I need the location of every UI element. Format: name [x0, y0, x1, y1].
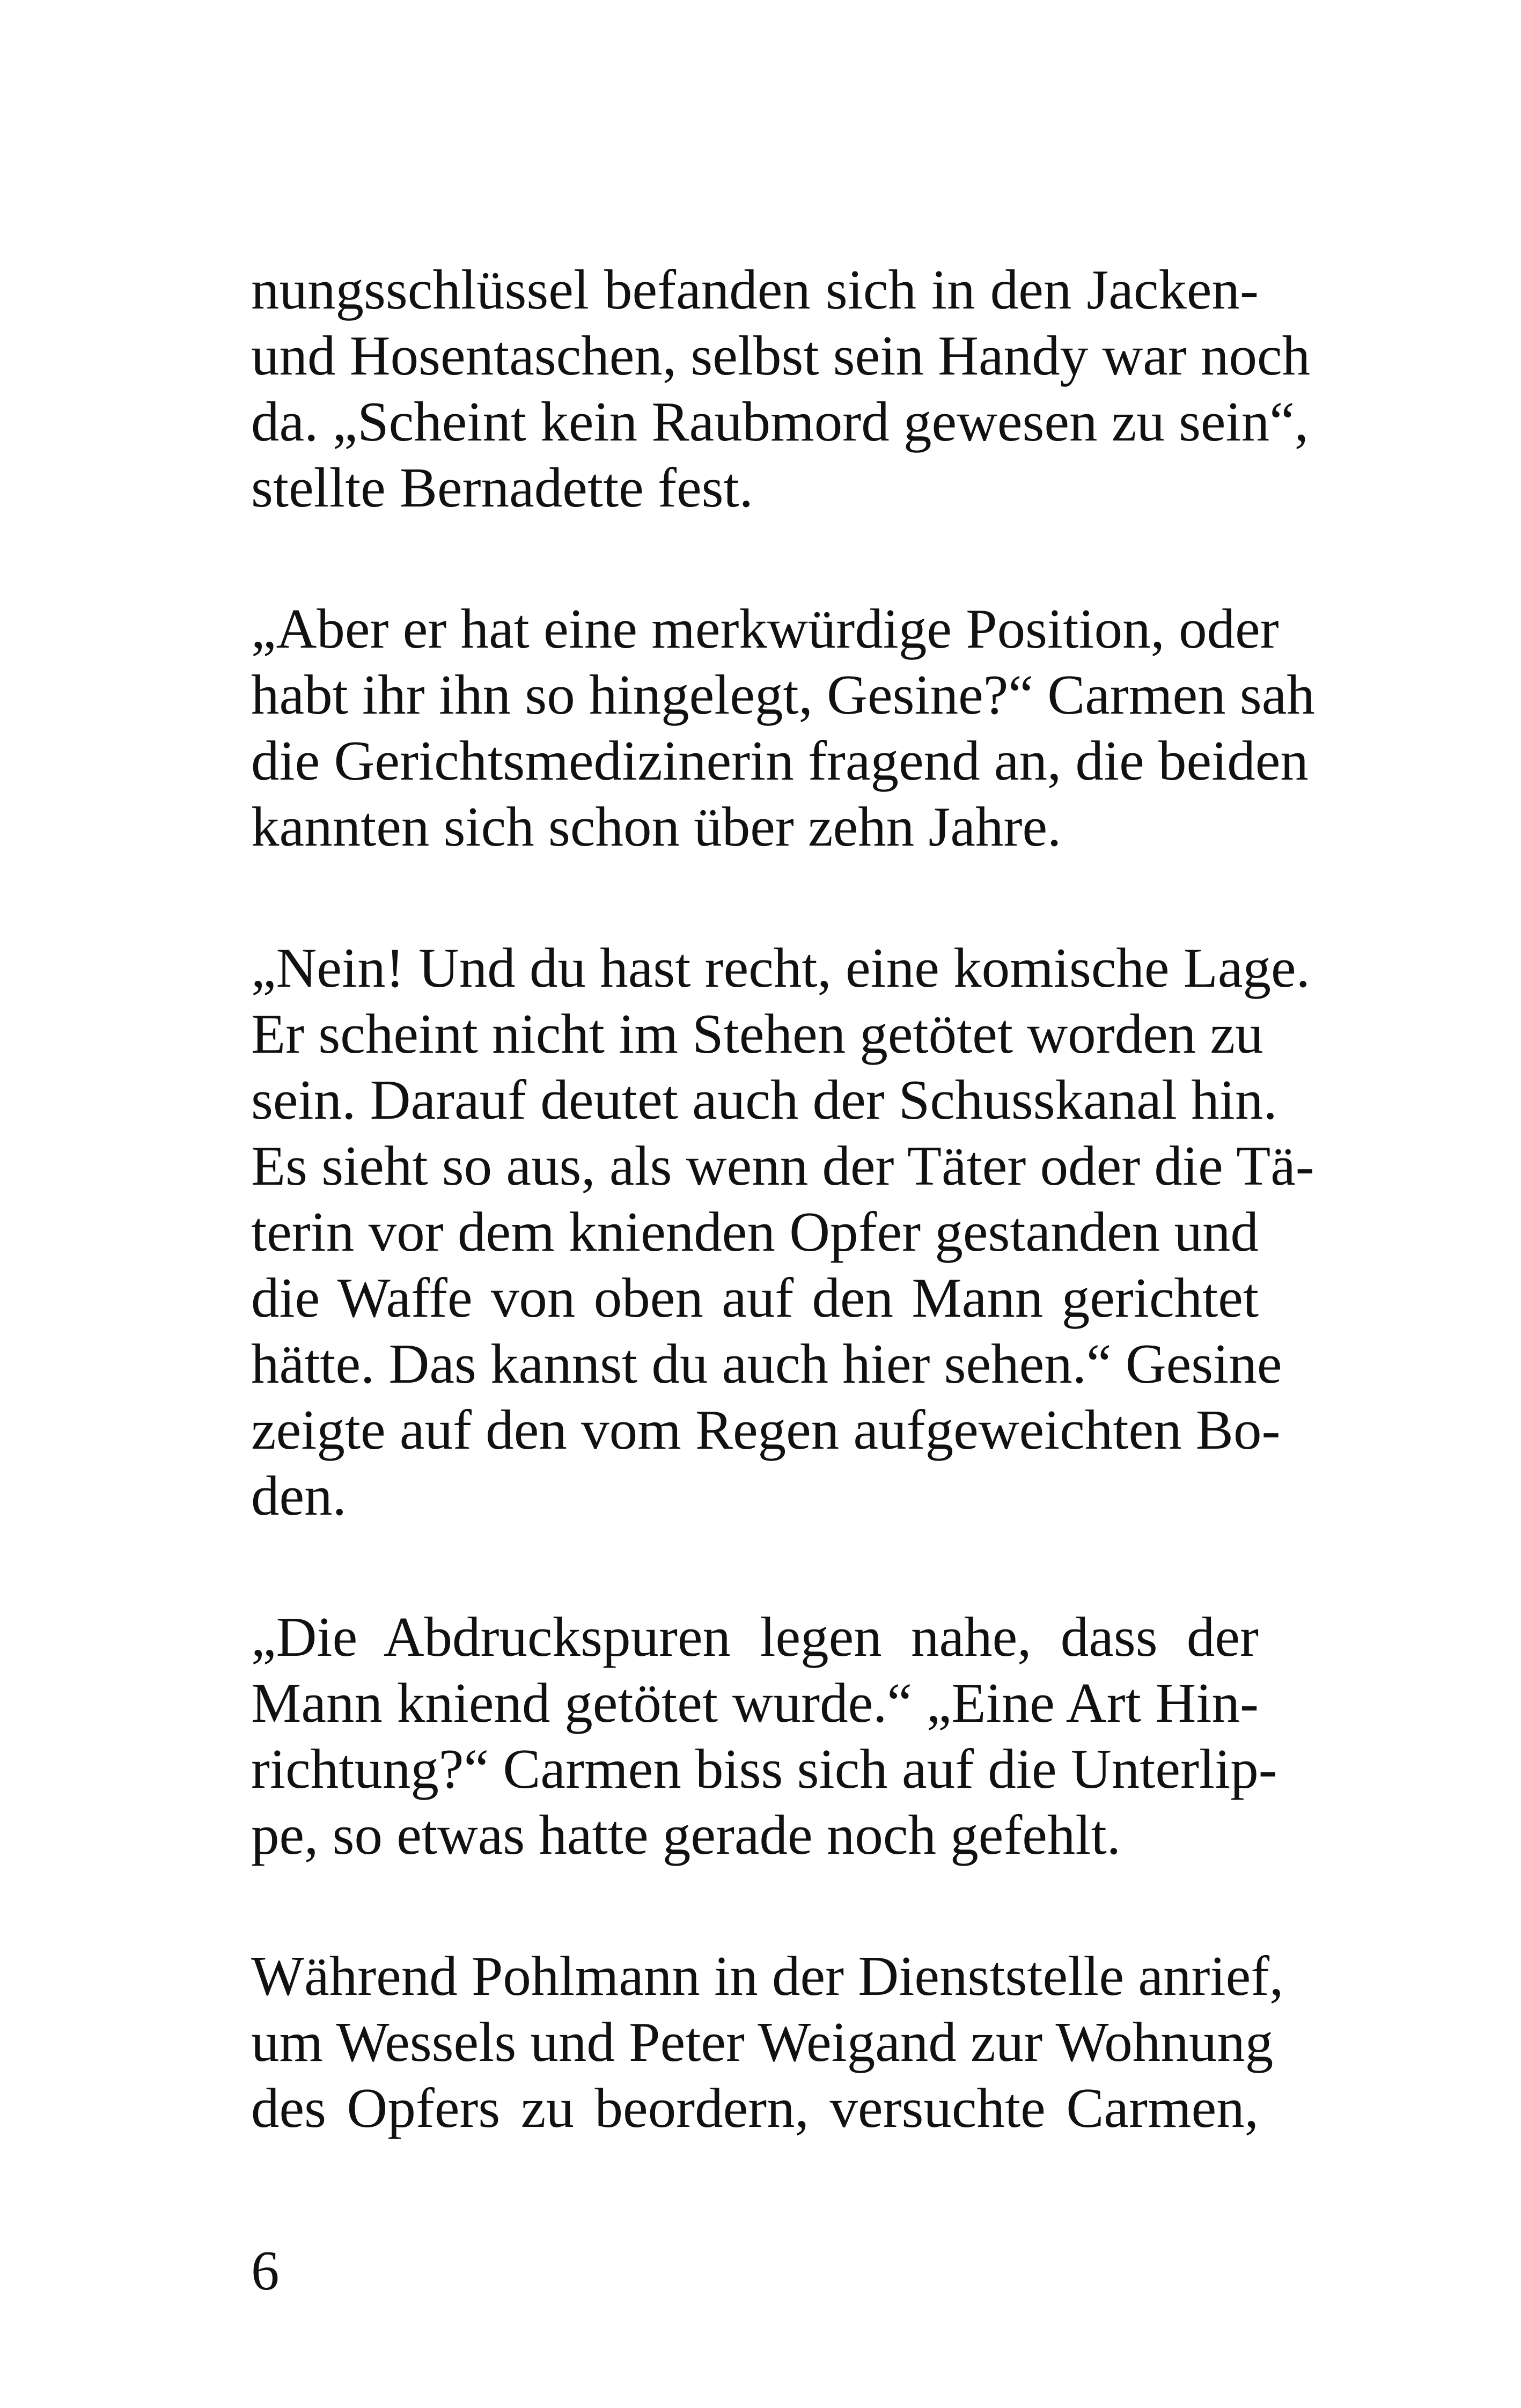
- text-line: „Die Abdruckspuren legen nahe, dass der: [251, 1605, 1259, 1668]
- paragraph-5: [251, 1943, 1284, 2141]
- paragraph-4: [251, 1604, 1277, 1868]
- paragraph-3: [251, 935, 1314, 1529]
- paragraph-spacer: [251, 520, 1259, 596]
- text-line: „Aber er hat eine merkwürdige Position, oder: [251, 597, 1279, 660]
- text-line: Es sieht so aus, als wenn der Täter oder die Tä-: [251, 1134, 1314, 1197]
- text-line: pe, so etwas hatte gerade noch gefehlt.: [251, 1803, 1121, 1866]
- text-line: Während Pohlmann in der Dienststelle anrief,: [251, 1944, 1284, 2007]
- text-line: stellte Bernadette fest.: [251, 456, 753, 519]
- paragraph-spacer: [251, 1529, 1259, 1604]
- text-line: Er scheint nicht im Stehen getötet worden zu: [251, 1002, 1263, 1065]
- paragraph-1: [251, 256, 1311, 520]
- paragraph-2: [251, 596, 1315, 860]
- text-line: den.: [251, 1464, 347, 1527]
- text-line: sein. Darauf deutet auch der Schusskanal hin.: [251, 1068, 1277, 1131]
- text-line: die Gerichtsmedizinerin fragend an, die beiden: [251, 729, 1309, 792]
- text-line: und Hosentaschen, selbst sein Handy war noch: [251, 324, 1311, 387]
- body-text: [251, 256, 1315, 2141]
- text-line: Mann kniend getötet wurde.“ „Eine Art Hin-: [251, 1671, 1259, 1734]
- text-line: richtung?“ Carmen biss sich auf die Unterlip-: [251, 1737, 1277, 1800]
- paragraph-spacer: [251, 860, 1259, 935]
- text-line: um Wessels und Peter Weigand zur Wohnung: [251, 2010, 1274, 2073]
- text-line: kannten sich schon über zehn Jahre.: [251, 795, 1062, 858]
- text-line: „Nein! Und du hast recht, eine komische Lage.: [251, 936, 1310, 999]
- text-line: die Waffe von oben auf den Mann gerichtet: [251, 1266, 1259, 1329]
- text-line: zeigte auf den vom Regen aufgeweichten Bo-: [251, 1398, 1281, 1461]
- text-line: habt ihr ihn so hingelegt, Gesine?“ Carmen sah: [251, 663, 1315, 726]
- text-line: terin vor dem knienden Opfer gestanden und: [251, 1200, 1259, 1263]
- page-number: 6: [251, 2239, 280, 2302]
- paragraph-spacer: [251, 1868, 1259, 1943]
- text-line: des Opfers zu beordern, versuchte Carmen,: [251, 2076, 1259, 2139]
- text-line: nungsschlüssel befanden sich in den Jacken-: [251, 258, 1259, 321]
- text-line: da. „Scheint kein Raubmord gewesen zu sein“,: [251, 390, 1309, 453]
- text-line: hätte. Das kannst du auch hier sehen.“ Gesine: [251, 1332, 1282, 1395]
